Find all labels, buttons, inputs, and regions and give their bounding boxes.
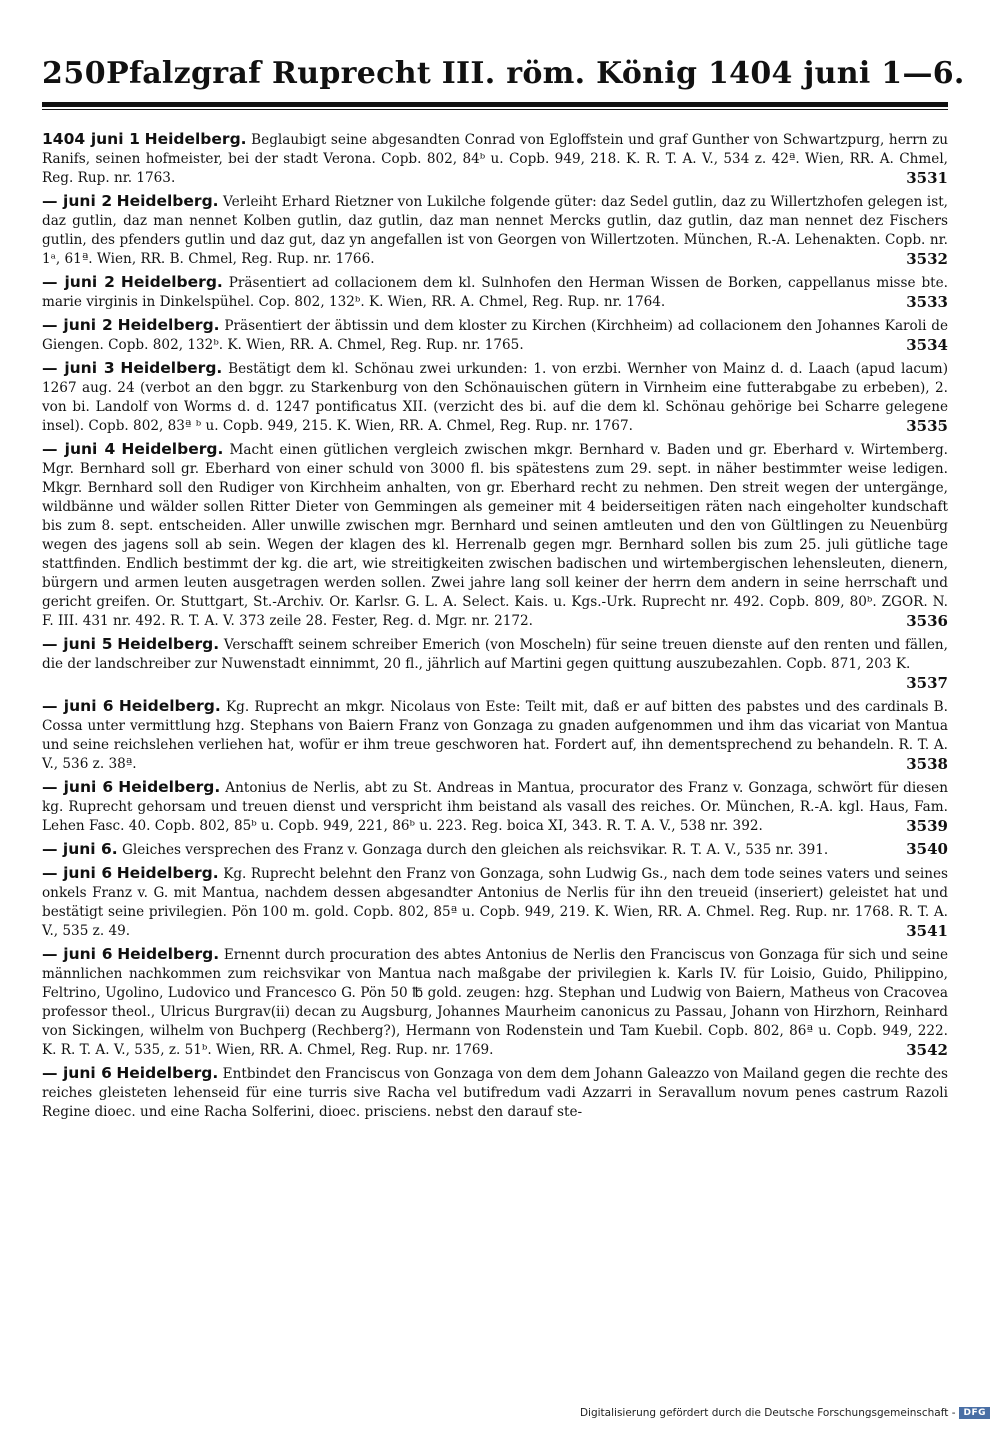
regest-entry [42, 840, 948, 860]
footer-credit-text: Digitalisierung gefördert durch die Deutsche Forschungsgemeinschaft - [579, 1407, 956, 1419]
regest-entry [42, 778, 948, 836]
entry-place: Heidelberg. [117, 945, 220, 963]
entry-place: Heidelberg. [117, 635, 220, 653]
entry-number: 3541 [906, 922, 948, 940]
dfg-logo: DFG [959, 1407, 990, 1419]
entry-number: 3533 [906, 293, 948, 311]
entry-number: 3538 [906, 755, 948, 773]
entry-date: — juni 2 [42, 273, 115, 291]
entry-number: 3540 [906, 840, 948, 858]
entry-date: — juni 5 [42, 635, 113, 653]
page-header [42, 56, 965, 102]
entry-text: Verleiht Erhard Rietzner von Lukilche folgende güter: daz Sedel gutlin, daz zu Willertzhofen gelegen ist, daz gutlin, daz man nennet Kolben gutlin, daz gutlin, daz man nennet Mercks gutlin, daz gutlin, daz man nennet dez Fischers gutlin, des pfenders gutlin und daz gut, daz yn angefallen ist von Georgen von Willertzoten. München, R.-A. Lehenakten. Copb. nr. 1ᵃ, 61ª. Wien, RR. B. Chmel, Reg. Rup. nr. 1766. [42, 194, 948, 267]
entry-place: Heidelberg. [117, 316, 220, 334]
entry-date: — juni 6 [42, 1064, 112, 1082]
entry-date: — juni 6 [42, 864, 113, 882]
entry-place: Heidelberg. [120, 359, 223, 377]
entry-date: — juni 6. [42, 840, 118, 858]
entry-text: Kg. Ruprecht an mkgr. Nicolaus von Este: Teilt mit, daß er auf bitten des pabstes und des cardinals B. Cossa unter vermittlung hzg. Stephans von Baiern Franz von Gonzaga zu gnaden aufgenommen und ihm das vicariat von Mantua und seine reichslehen verliehen hat, wofür er ihm treue geschworen hat. Fordert auf, ihn dementsprechend zu behandeln. R. T. A. V., 536 z. 38ª. [42, 699, 948, 772]
entry-number: 3539 [906, 817, 948, 835]
entry-text: Ernennt durch procuration des abtes Antonius de Nerlis den Franciscus von Gonzaga für sich und seine männlichen nachkommen zum reichsvikar von Mantua nach maßgabe der privilegien k. Karls IV. für Loisio, Guido, Philippino, Feltrino, Ugolino, Ludovico und Francesco G. Pön 50 ℔ gold. zeugen: hzg. Stephan und Ludwig von Baiern, Matheus von Cracovea professor theol., Ulricus Burgrav(ii) decan zu Augsburg, Johannes Maurheim canonicus zu Passau, Johann von Hirzhorn, Reinhard von Sickingen, wilhelm von Buchperg (Rechberg?), Hermann von Rodenstein und Tam Kuebil. Copb. 802, 86ª u. Copb. 949, 222. K. R. T. A. V., 535, z. 51ᵇ. Wien, RR. A. Chmel, Reg. Rup. nr. 1769. [42, 947, 948, 1058]
entry-text: Entbindet den Franciscus von Gonzaga von dem dem Johann Galeazzo von Mailand gegen die rechte des reiches gleisteten lehenseid für eine turris sive Racha vel butifredum vadi Azzarri in Seravallum novum penes castrum Razoli Regine dioec. und eine Racha Solferini, dioec. prisciens. nebst den darauf ste- [42, 1066, 948, 1120]
document-page [42, 56, 965, 1126]
entry-place: Heidelberg. [116, 192, 219, 210]
regest-entry [42, 359, 948, 436]
entry-number: 3534 [906, 336, 948, 354]
entry-text: Präsentiert der äbtissin und dem kloster zu Kirchen (Kirchheim) ad collacionem den Johannes Karoli de Giengen. Copb. 802, 132ᵇ. K. Wien, RR. A. Chmel, Reg. Rup. nr. 1765. [42, 318, 948, 353]
regest-entry [42, 316, 948, 355]
entry-date: — juni 2 [42, 316, 113, 334]
regest-entry [42, 440, 948, 631]
regest-entry [42, 130, 948, 188]
entry-place: Heidelberg. [121, 440, 224, 458]
entry-date: — juni 6 [42, 778, 114, 796]
entry-date: — juni 4 [42, 440, 116, 458]
regesta-entries [42, 130, 948, 1122]
entry-date: — juni 2 [42, 192, 113, 210]
regest-entry [42, 1064, 948, 1122]
footer-credit [580, 1407, 990, 1419]
entry-date: — juni 3 [42, 359, 115, 377]
entry-number: 3531 [906, 169, 948, 187]
entry-place: Heidelberg. [118, 778, 221, 796]
entry-number: 3532 [906, 250, 948, 268]
entry-date: — juni 6 [42, 697, 114, 715]
entry-text: Antonius de Nerlis, abt zu St. Andreas in Mantua, procurator des Franz v. Gonzaga, schwört für diesen kg. Ruprecht gehorsam und treuen dienst und verspricht ihm beistand als vasall des reiches. Or. München, R.-A. kgl. Haus, Fam. Lehen Fasc. 40. Copb. 802, 85ᵇ u. Copb. 949, 221, 86ᵇ u. 223. Reg. boica XI, 343. R. T. A. V., 538 nr. 392. [42, 780, 948, 834]
regest-entry [42, 273, 948, 312]
page-number: 250 [42, 56, 107, 91]
entry-text: Macht einen gütlichen vergleich zwischen mkgr. Bernhard v. Baden und gr. Eberhard v. Wirtemberg. Mgr. Bernhard soll gr. Eberhard von einer schuld von 3000 fl. bis spätestens zum 29. sept. in näher bestimmter weise ledigen. Mkgr. Bernhard soll den Rudiger von Kirchheim anhalten, von gr. Eberhard recht zu nehmen. Den streit wegen der untergänge, wildbänne und wälder sollen Ritter Dieter von Gemmingen als gemeiner mit 4 beiderseitigen räten nach eingeholter kundschaft bis zum 8. sept. entscheiden. Aller unwille zwischen mgr. Bernhard und seinen amtleuten und den von Gültlingen zu Neuenbürg wegen des jagens soll ab sein. Wegen der klagen des kl. Herrenalb gegen mgr. Bernhard sollen bis zum 25. juli gütliche tage stattfinden. Endlich bestimmt der kg. die art, wie streitigkeiten zwischen badischen und wirtembergischen lehensleuten, dienern, bürgern und armen leuten ausgetragen werden sollen. Zwei jahre lang soll keiner der herrn dem andern in seine herrschaft und gericht greifen. Or. Stuttgart, St.-Archiv. Or. Karlsr. G. L. A. Select. Kais. u. Kgs.-Urk. Ruprecht nr. 492. Copb. 809, 80ᵇ. ZGOR. N. F. III. 431 nr. 492. R. T. A. V. 373 zeile 28. Fester, Reg. d. Mgr. nr. 2172. [42, 442, 948, 629]
regest-entry [42, 635, 948, 693]
entry-place: Heidelberg. [118, 697, 221, 715]
entry-number: 3542 [906, 1041, 948, 1059]
entry-text: Präsentiert ad collacionem dem kl. Sulnhofen den Herman Wissen de Borken, cappellanus misse bte. marie virginis in Dinkelspühel. Cop. 802, 132ᵇ. K. Wien, RR. A. Chmel, Reg. Rup. nr. 1764. [42, 275, 948, 310]
header-rule [42, 102, 948, 110]
entry-place: Heidelberg. [144, 130, 247, 148]
regest-entry [42, 945, 948, 1060]
entry-place: Heidelberg. [116, 1064, 219, 1082]
entry-text: Gleiches versprechen des Franz v. Gonzaga durch den gleichen als reichsvikar. R. T. A. V., 535 nr. 391. [122, 842, 829, 858]
entry-date: 1404 juni 1 [42, 130, 140, 148]
regest-entry [42, 192, 948, 269]
regest-entry [42, 697, 948, 774]
entry-place: Heidelberg. [120, 273, 223, 291]
entry-text: Bestätigt dem kl. Schönau zwei urkunden: 1. von erzbi. Wernher von Mainz d. d. Laach (apud lacum) 1267 aug. 24 (verbot an den bggr. zu Starkenburg von den Schönauischen gütern in Virnheim eine futterabgabe zu erbeben), 2. von bi. Landolf von Worms d. d. 1247 pontificatus XII. (verzicht des bi. auf die dem kl. Schönau gehörige bei Scharre gelegene insel). Copb. 802, 83ª ᵇ u. Copb. 949, 215. K. Wien, RR. A. Chmel, Reg. Rup. nr. 1767. [42, 361, 948, 434]
entry-date: — juni 6 [42, 945, 113, 963]
entry-number: 3535 [906, 417, 948, 435]
entry-number: 3537 [906, 674, 948, 692]
running-title: Pfalzgraf Ruprecht III. röm. König 1404 juni 1—6. [106, 56, 965, 91]
entry-text: Verschafft seinem schreiber Emerich (von Moscheln) für seine treuen dienste auf den renten und fällen, die der landschreiber zur Nuwenstadt einnimmt, 20 fl., jährlich auf Martini gegen quittung auszubezahlen. Copb. 871, 203 K. [42, 637, 948, 672]
entry-text: Beglaubigt seine abgesandten Conrad von Egloffstein und graf Gunther von Schwartzpurg, herrn zu Ranifs, seinen hofmeister, bei der stadt Verona. Copb. 802, 84ᵇ u. Copb. 949, 218. K. R. T. A. V., 534 z. 42ª. Wien, RR. A. Chmel, Reg. Rup. nr. 1763. [42, 132, 949, 186]
entry-text: Kg. Ruprecht belehnt den Franz von Gonzaga, sohn Ludwig Gs., nach dem tode seines vaters und seines onkels Franz v. G. mit Mantua, nachdem dessen abgesandter Antonius de Nerlis für ihn den treueid (inseriert) geleistet hat und bestätigt seine privilegien. Pön 100 m. gold. Copb. 802, 85ª u. Copb. 949, 219. K. Wien, RR. A. Chmel. Reg. Rup. nr. 1768. R. T. A. V., 535 z. 49. [42, 866, 948, 939]
regest-entry [42, 864, 948, 941]
entry-number: 3536 [906, 612, 948, 630]
entry-place: Heidelberg. [116, 864, 219, 882]
